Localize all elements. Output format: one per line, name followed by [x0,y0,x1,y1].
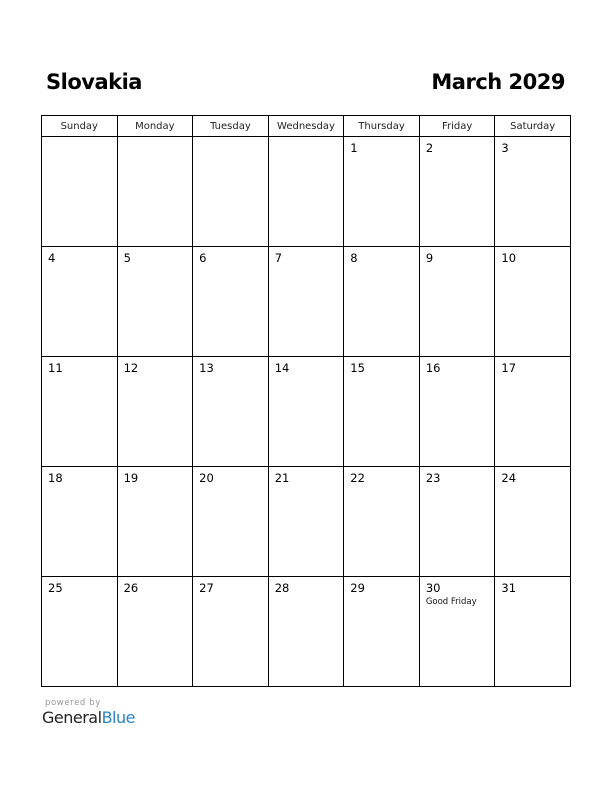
weekday-saturday: Saturday [495,116,571,137]
day-number: 21 [274,471,290,485]
day-number: 12 [123,361,139,375]
day-number: 10 [501,251,517,265]
day-number: 16 [425,361,441,375]
day-cell[interactable] [193,247,269,357]
day-number: 14 [274,361,290,375]
day-cell[interactable] [344,247,420,357]
day-number: 11 [48,361,63,375]
day-cell[interactable] [495,357,571,467]
week-row [42,467,571,577]
day-cell[interactable] [117,247,193,357]
day-cell[interactable] [419,247,495,357]
brand-blue-text: Blue [101,708,135,727]
day-number: 18 [48,471,63,485]
day-cell[interactable] [344,357,420,467]
day-cell[interactable] [42,577,118,687]
day-cell[interactable] [42,467,118,577]
day-cell[interactable] [268,577,344,687]
day-number: 24 [501,471,517,485]
day-cell[interactable] [419,467,495,577]
day-cell[interactable] [193,577,269,687]
day-cell[interactable] [495,467,571,577]
day-number: 5 [123,251,131,265]
day-number: 19 [123,471,139,485]
holiday-label: Good Friday [425,597,477,607]
day-number: 28 [274,581,290,595]
day-cell[interactable] [193,357,269,467]
day-number: 15 [350,361,365,375]
day-cell[interactable] [42,247,118,357]
month-year-title: March 2029 [431,70,565,94]
day-number: 31 [501,581,517,595]
day-number: 9 [425,251,434,265]
day-number: 29 [350,581,365,595]
day-number: 26 [123,581,139,595]
day-cell[interactable] [42,357,118,467]
day-number: 6 [199,251,207,265]
country-title: Slovakia [46,70,142,94]
day-number: 4 [48,251,56,265]
day-cell[interactable] [117,467,193,577]
weekday-wednesday: Wednesday [268,116,344,137]
day-number: 2 [425,141,434,155]
day-cell[interactable] [193,467,269,577]
empty-day-cell [193,137,269,247]
day-cell[interactable] [495,137,571,247]
weekday-thursday: Thursday [344,116,420,137]
weekday-tuesday: Tuesday [193,116,269,137]
day-cell[interactable] [117,357,193,467]
generalblue-logo[interactable] [42,708,135,727]
day-number: 23 [425,471,441,485]
day-cell[interactable] [117,577,193,687]
day-cell[interactable] [268,247,344,357]
day-cell[interactable] [419,577,495,687]
day-cell[interactable] [344,577,420,687]
day-cell[interactable] [495,577,571,687]
empty-day-cell [268,137,344,247]
weekday-monday: Monday [117,116,193,137]
day-cell[interactable] [495,247,571,357]
day-number: 3 [501,141,509,155]
week-row [42,577,571,687]
day-cell[interactable] [268,357,344,467]
day-number: 8 [350,251,358,265]
week-row [42,247,571,357]
day-number: 27 [199,581,214,595]
day-number: 22 [350,471,365,485]
weekday-friday: Friday [419,116,495,137]
day-number: 17 [501,361,517,375]
powered-by-label: powered by [45,698,101,708]
calendar-grid [41,115,571,687]
week-row [42,137,571,247]
day-number: 30 [425,581,441,595]
day-number: 25 [48,581,63,595]
week-row [42,357,571,467]
day-number: 20 [199,471,214,485]
day-cell[interactable] [419,137,495,247]
day-cell[interactable] [419,357,495,467]
empty-day-cell [42,137,118,247]
day-number: 1 [350,141,358,155]
brand-general-text: General [42,708,102,727]
day-number: 13 [199,361,214,375]
day-cell[interactable] [344,137,420,247]
day-cell[interactable] [268,467,344,577]
weekday-sunday: Sunday [42,116,118,137]
weekday-header-row [42,116,571,137]
empty-day-cell [117,137,193,247]
day-number: 7 [274,251,283,265]
day-cell[interactable] [344,467,420,577]
